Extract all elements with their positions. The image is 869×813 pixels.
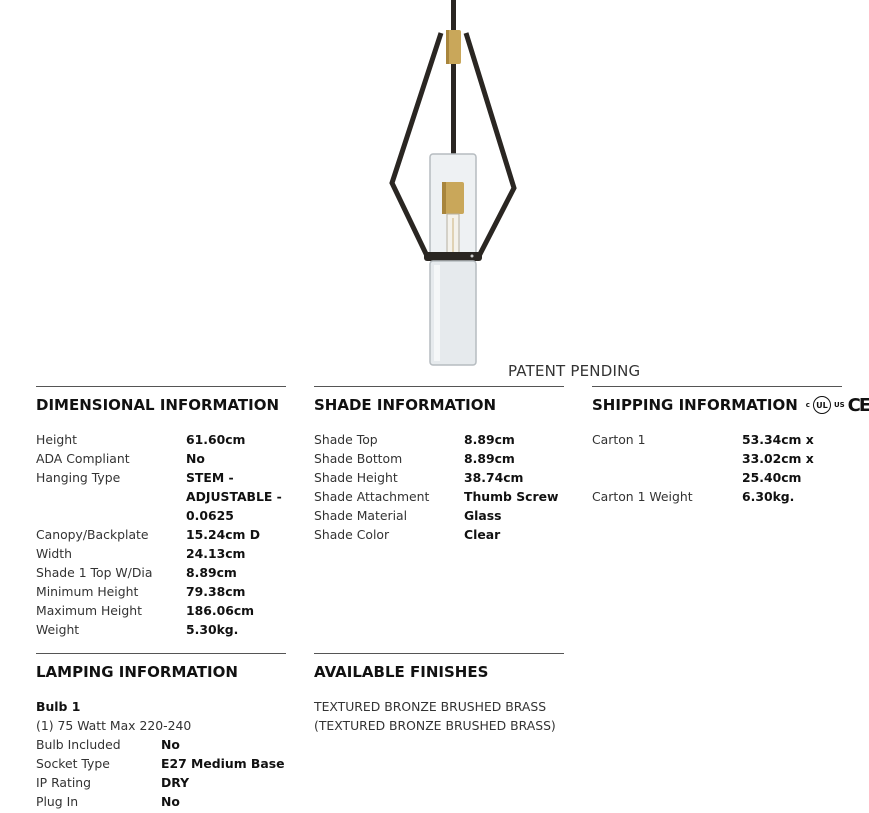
- ul-c-mark: c: [805, 401, 810, 409]
- spec-value: 38.74cm: [464, 470, 524, 485]
- spec-value: 79.38cm: [186, 584, 246, 599]
- finishes-title: AVAILABLE FINISHES: [314, 663, 489, 681]
- section-divider: [314, 386, 564, 387]
- spec-value: 6.30kg.: [742, 489, 795, 504]
- shade-section: [314, 386, 564, 544]
- spec-value: 5.30kg.: [186, 622, 239, 637]
- ul-us-mark: US: [833, 401, 845, 409]
- spec-label: Maximum Height: [36, 603, 142, 618]
- spec-label: Shade 1 Top W/Dia: [36, 565, 153, 580]
- spec-label: Bulb Included: [36, 737, 121, 752]
- spec-value: 53.34cm x 33.02cm x 25.40cm: [742, 432, 814, 485]
- spec-row: [314, 468, 564, 487]
- spec-label: Shade Color: [314, 527, 390, 542]
- spec-row: [36, 525, 286, 544]
- spec-row: [36, 792, 286, 811]
- spec-row: [36, 754, 286, 773]
- lamping-section: [36, 653, 286, 811]
- finishes-section: [314, 653, 564, 735]
- section-divider: [592, 386, 842, 387]
- spec-label: Hanging Type: [36, 470, 121, 485]
- spec-row: [314, 449, 564, 468]
- ul-listed-icon: UL: [813, 396, 831, 414]
- spec-row: [592, 487, 842, 506]
- spec-row: [36, 544, 286, 563]
- spec-row: [36, 449, 286, 468]
- spec-row: [592, 430, 842, 487]
- dimensional-title: DIMENSIONAL INFORMATION: [36, 396, 280, 414]
- spec-value: Clear: [464, 527, 501, 542]
- spec-value: 15.24cm D: [186, 527, 261, 542]
- bulb-description: (1) 75 Watt Max 220-240: [36, 718, 192, 733]
- finish-option: TEXTURED BRONZE BRUSHED BRASS (TEXTURED BRONZE BRUSHED BRASS): [314, 699, 556, 733]
- shipping-title-row: [592, 394, 869, 416]
- section-divider: [36, 386, 286, 387]
- shipping-title: SHIPPING INFORMATION: [592, 396, 798, 414]
- spec-row: [36, 468, 286, 525]
- patent-pending-label: PATENT PENDING: [508, 362, 641, 380]
- spec-label: Weight: [36, 622, 80, 637]
- spec-row: [314, 525, 564, 544]
- certification-marks: [806, 395, 869, 416]
- shipping-section: [592, 386, 869, 506]
- spec-label: Width: [36, 546, 72, 561]
- lamping-title: LAMPING INFORMATION: [36, 663, 238, 681]
- spec-row: [314, 506, 564, 525]
- spec-label: Socket Type: [36, 756, 110, 771]
- bulb-title: Bulb 1: [36, 699, 81, 714]
- spec-label: Shade Bottom: [314, 451, 403, 466]
- spec-value: 24.13cm: [186, 546, 246, 561]
- spec-row: [314, 487, 564, 506]
- shade-title: SHADE INFORMATION: [314, 396, 497, 414]
- spec-label: Carton 1: [592, 432, 646, 447]
- spec-label: Canopy/Backplate: [36, 527, 149, 542]
- spec-label: Shade Attachment: [314, 489, 430, 504]
- spec-label: Minimum Height: [36, 584, 139, 599]
- spec-value: Glass: [464, 508, 502, 523]
- spec-value: 61.60cm: [186, 432, 246, 447]
- section-divider: [314, 653, 564, 654]
- spec-value: No: [161, 737, 180, 752]
- spec-row: [36, 582, 286, 601]
- spec-value: 186.06cm: [186, 603, 255, 618]
- spec-row: [36, 601, 286, 620]
- spec-value: 8.89cm: [186, 565, 237, 580]
- spec-value: Thumb Screw: [464, 489, 559, 504]
- spec-label: Carton 1 Weight: [592, 489, 693, 504]
- spec-value: No: [161, 794, 180, 809]
- spec-label: Shade Height: [314, 470, 398, 485]
- spec-label: Shade Top: [314, 432, 378, 447]
- spec-row: [36, 430, 286, 449]
- spec-value: 8.89cm: [464, 432, 515, 447]
- pendant-light-image: [380, 0, 530, 370]
- spec-label: Height: [36, 432, 77, 447]
- section-divider: [36, 653, 286, 654]
- spec-label: Plug In: [36, 794, 79, 809]
- spec-row: [314, 430, 564, 449]
- spec-row: [36, 773, 286, 792]
- spec-value: STEM - ADJUSTABLE - 0.0625: [186, 470, 282, 523]
- dimensional-section: [36, 386, 286, 639]
- spec-value: No: [186, 451, 205, 466]
- spec-label: Shade Material: [314, 508, 408, 523]
- spec-value: DRY: [161, 775, 190, 790]
- spec-label: IP Rating: [36, 775, 92, 790]
- spec-row: [36, 735, 286, 754]
- ce-mark-icon: CE: [847, 394, 869, 416]
- spec-label: ADA Compliant: [36, 451, 130, 466]
- spec-value: E27 Medium Base: [161, 756, 285, 771]
- spec-value: 8.89cm: [464, 451, 515, 466]
- spec-row: [36, 620, 286, 639]
- spec-row: [36, 563, 286, 582]
